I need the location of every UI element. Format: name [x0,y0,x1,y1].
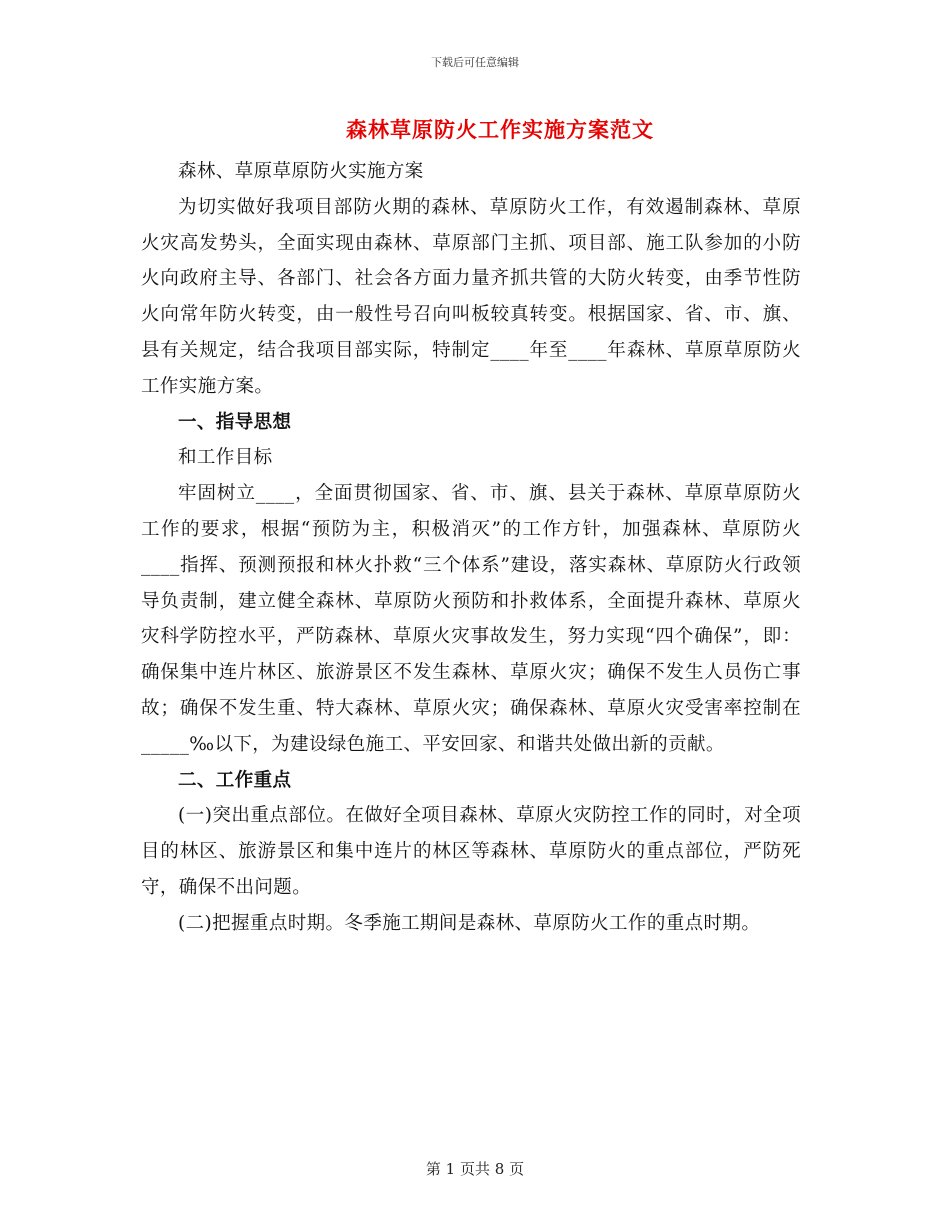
paragraph-subtitle: 森林、草原草原防火实施方案 [178,161,424,182]
paragraph-work-goal-label: 和工作目标 [178,447,273,469]
paragraph-intro: 为切实做好我项目部防火期的森林、草原防火工作，有效遏制森林、草原火灾高发势头，全面实现由森林、草原部门主抓、项目部、施工队参加的小防火向政府主导、各部门、社会各方面力量齐抓共管的大防火转变，由季节性防火向常年防火转变，由一般性号召向叫板较真转变。根据国家、省、市、旗、县有关规定，结合我项目部实际，特制定____年至____年森林、草原草原防火工作实施方案。 [141,196,801,397]
document-body [141,154,801,942]
paragraph-focus-period: (二)把握重点时期。冬季施工期间是森林、草原防火工作的重点时期。 [178,912,761,934]
section-heading-guiding-ideology: 一、指导思想 [178,411,292,433]
document-title: 森林草原防火工作实施方案范文 [346,117,654,142]
header-note: 下载后可任意编辑 [431,56,519,69]
page-number: 第 1 页共 8 页 [425,1160,525,1178]
paragraph-work-goal: 牢固树立____，全面贯彻国家、省、市、旗、县关于森林、草原草原防火工作的要求，根据“预防为主，积极消灭”的工作方针，加强森林、草原防火____指挥、预测预报和林火扑救“三个体系”建设，落实森林、草原防火行政领导负责制，建立健全森林、草原防火预防和扑救体系，全面提升森林、草原火灾科学防控水平，严防森林、草原火灾事故发生，努力实现“四个确保”，即：确保集中连片林区、旅游景区不发生森林、草原火灾；确保不发生人员伤亡事故；确保不发生重、特大森林、草原火灾；确保森林、草原火灾受害率控制在_____‰以下，为建设绿色施工、平安回家、和谐共处做出新的贡献。 [141,483,801,755]
paragraph-focus-locations: (一)突出重点部位。在做好全项目森林、草原火灾防控工作的同时，对全项目的林区、旅游景区和集中连片的林区等森林、草原防火的重点部位，严防死守，确保不出问题。 [141,805,801,898]
section-heading-work-focus: 二、工作重点 [178,769,292,791]
